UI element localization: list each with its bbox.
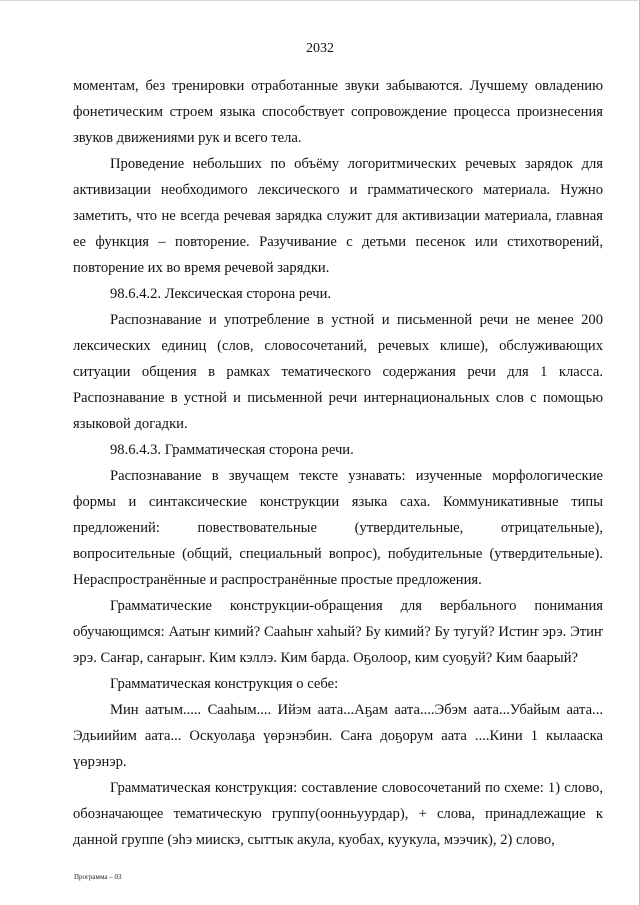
body-text xyxy=(73,73,603,853)
paragraph-3: Распознавание и употребление в устной и письменной речи не менее 200 лексических единиц (слов, словосочетаний, речевых клише), обслуживающих ситуации общения в рамках тематического содержания речи для 1 класса. Распознавание в устной и письменной речи интернациональных слов с помощью языковой догадки. xyxy=(73,312,603,432)
paragraph-7: Мин аатым..... Сааһым.... Ийэм аата...Аҕам аата....Эбэм аата...Убайым аата... Эдьиийим аата... Оскуолаҕа үөрэнэбин. Саҥа доҕорум аата ....Кини 1 кылааска үөрэнэр. xyxy=(73,702,603,770)
section-heading-grammar: 98.6.4.3. Грамматическая сторона речи. xyxy=(110,442,354,458)
paragraph-4: Распознавание в звучащем тексте узнавать: изученные морфологические формы и синтаксические конструкции языка саха. Коммуникативные типы предложений: повествовательные (утвердительные, отрицательные), вопросительные (общий, специальный вопрос), побудительные (утвердительные). Нераспространённые и распространённые простые предложения. xyxy=(73,468,603,588)
page-number: 2032 xyxy=(306,41,334,56)
section-heading-lexical: 98.6.4.2. Лексическая сторона речи. xyxy=(110,286,332,302)
paragraph-5: Грамматические конструкции-обращения для вербального понимания обучающимся: Аатыҥ кимий? Сааһыҥ хаһый? Бу кимий? Бу тугуй? Истиҥ эрэ. Этиҥ эрэ. Саҥар, саҥарыҥ. Ким кэллэ. Ким барда. Оҕолоор, ким суоҕуй? Ким баарый? xyxy=(73,598,603,666)
paragraph-6: Грамматическая конструкция о себе: xyxy=(110,676,339,692)
paragraph-1: моментам, без тренировки отработанные звуки забываются. Лучшему овладению фонетическим строем языка способствует сопровождение процесса произнесения звуков движениями рук и всего тела. xyxy=(73,78,603,146)
paragraph-2: Проведение небольших по объёму логоритмических речевых зарядок для активизации необходимого лексического и грамматического материала. Нужно заметить, что не всегда речевая зарядка служит для активизации материала, главная ее функция – повторение. Разучивание с детьми песенок или стихотворений, повторение их во время речевой зарядки. xyxy=(73,156,603,276)
paragraph-8: Грамматическая конструкция: составление словосочетаний по схеме: 1) слово, обозначающее тематическую группу(оонньуурдар), + слова, принадлежащие к данной группе (эһэ миискэ, сыттык акула, куобах, куукула, мээчик), 2) слово, xyxy=(73,780,603,848)
footer-label: Программа – 03 xyxy=(74,873,122,881)
